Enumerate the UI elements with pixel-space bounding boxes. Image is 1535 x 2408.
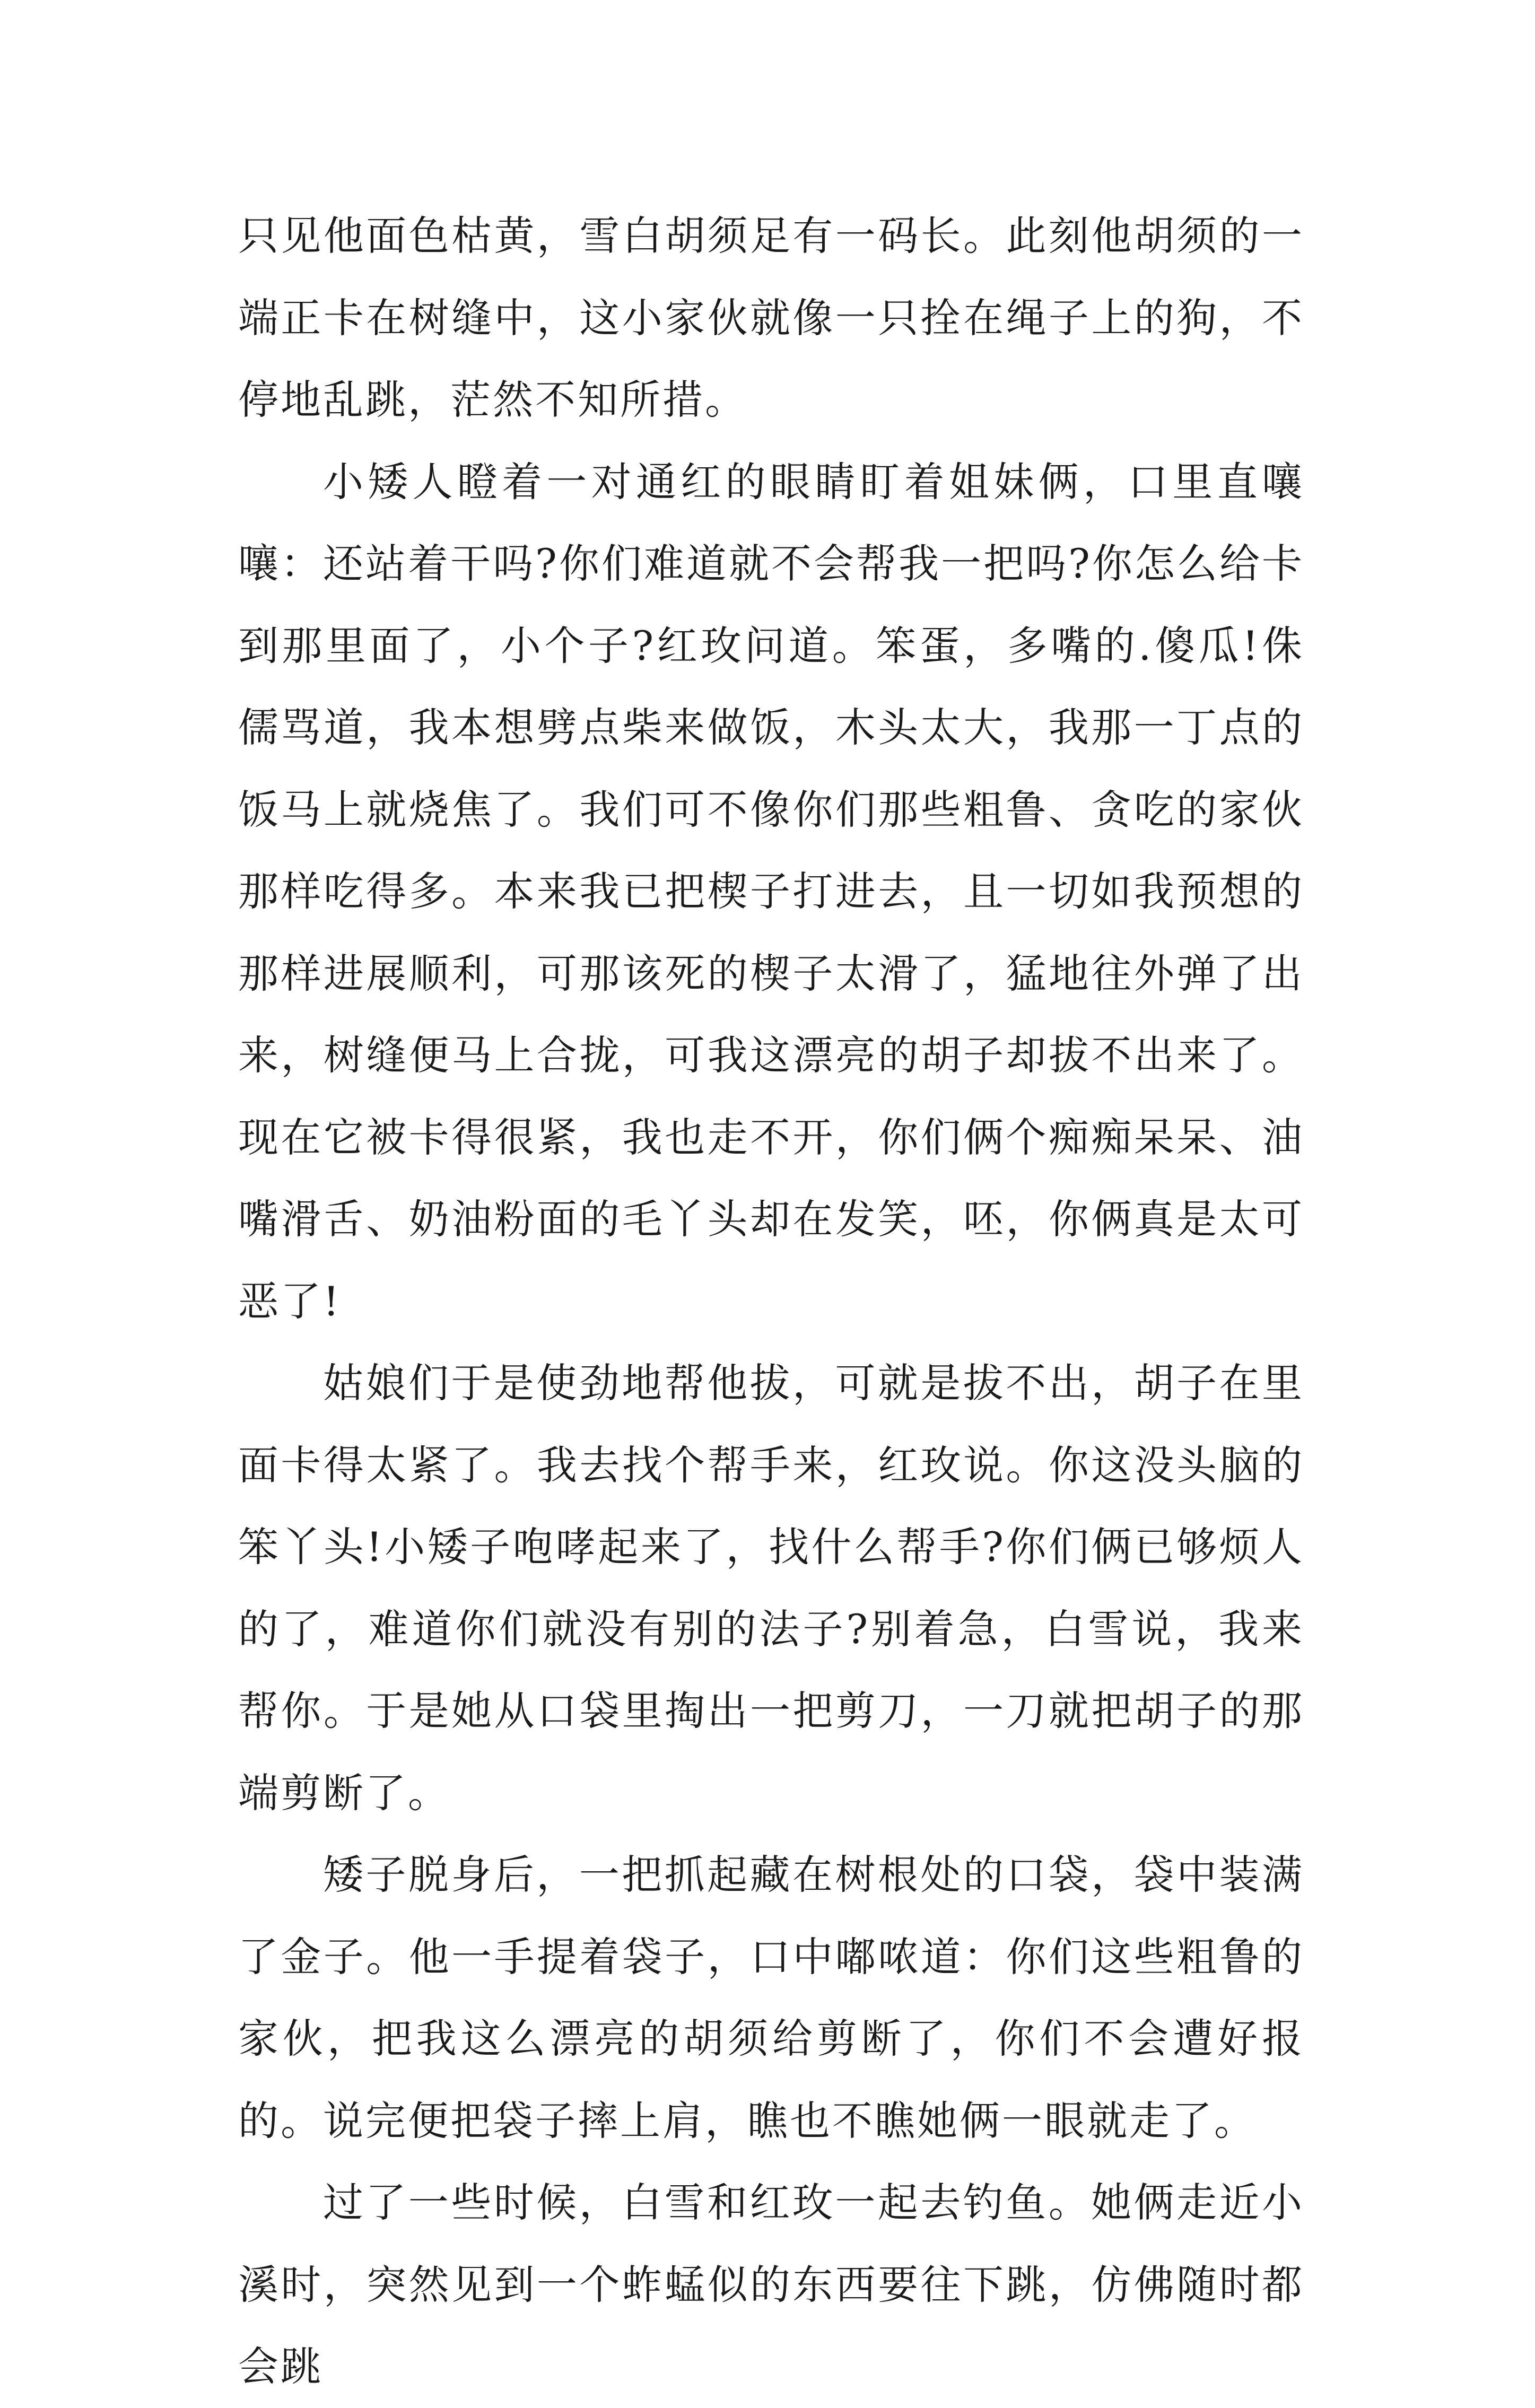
paragraph-2: 小矮人瞪着一对通红的眼睛盯着姐妹俩，口里直嚷嚷：还站着干吗?你们难道就不会帮我一把吗?你怎么给卡到那里面了，小个子?红玫问道。笨蛋，多嘴的.傻瓜!侏儒骂道，我本想劈点柴来做饭，木头太大，我那一丁点的饭马上就烧焦了。我们可不像你们那些粗鲁、贪吃的家伙那样吃得多。本来我已把楔子打进去，且一切如我预想的那样进展顺利，可那该死的楔子太滑了，猛地往外弹了出来，树缝便马上合拢，可我这漂亮的胡子却拔不出来了。现在它被卡得很紧，我也走不开，你们俩个痴痴呆呆、油嘴滑舌、奶油粉面的毛丫头却在发笑，呸，你俩真是太可恶了! bbox=[238, 458, 1304, 1325]
paragraph-1: 只见他面色枯黄，雪白胡须足有一码长。此刻他胡须的一端正卡在树缝中，这小家伙就像一只拴在绳子上的狗，不停地乱跳，茫然不知所措。 bbox=[238, 212, 1304, 423]
body-text bbox=[238, 195, 1304, 2408]
paragraph-5: 过了一些时候，白雪和红玫一起去钓鱼。她俩走近小溪时，突然见到一个蚱蜢似的东西要往下跳，仿佛随时都会跳 bbox=[238, 2179, 1304, 2390]
paragraph-4: 矮子脱身后，一把抓起藏在树根处的口袋，袋中装满了金子。他一手提着袋子，口中嘟哝道：你们这些粗鲁的家伙，把我这么漂亮的胡须给剪断了，你们不会遭好报的。说完便把袋子摔上肩，瞧也不瞧她俩一眼就走了。 bbox=[238, 1851, 1304, 2144]
paragraph-3: 姑娘们于是使劲地帮他拔，可就是拔不出，胡子在里面卡得太紧了。我去找个帮手来，红玫说。你这没头脑的笨丫头!小矮子咆哮起来了，找什么帮手?你们俩已够烦人的了，难道你们就没有别的法子?别着急，白雪说，我来帮你。于是她从口袋里掏出一把剪刀，一刀就把胡子的那端剪断了。 bbox=[238, 1359, 1304, 1817]
